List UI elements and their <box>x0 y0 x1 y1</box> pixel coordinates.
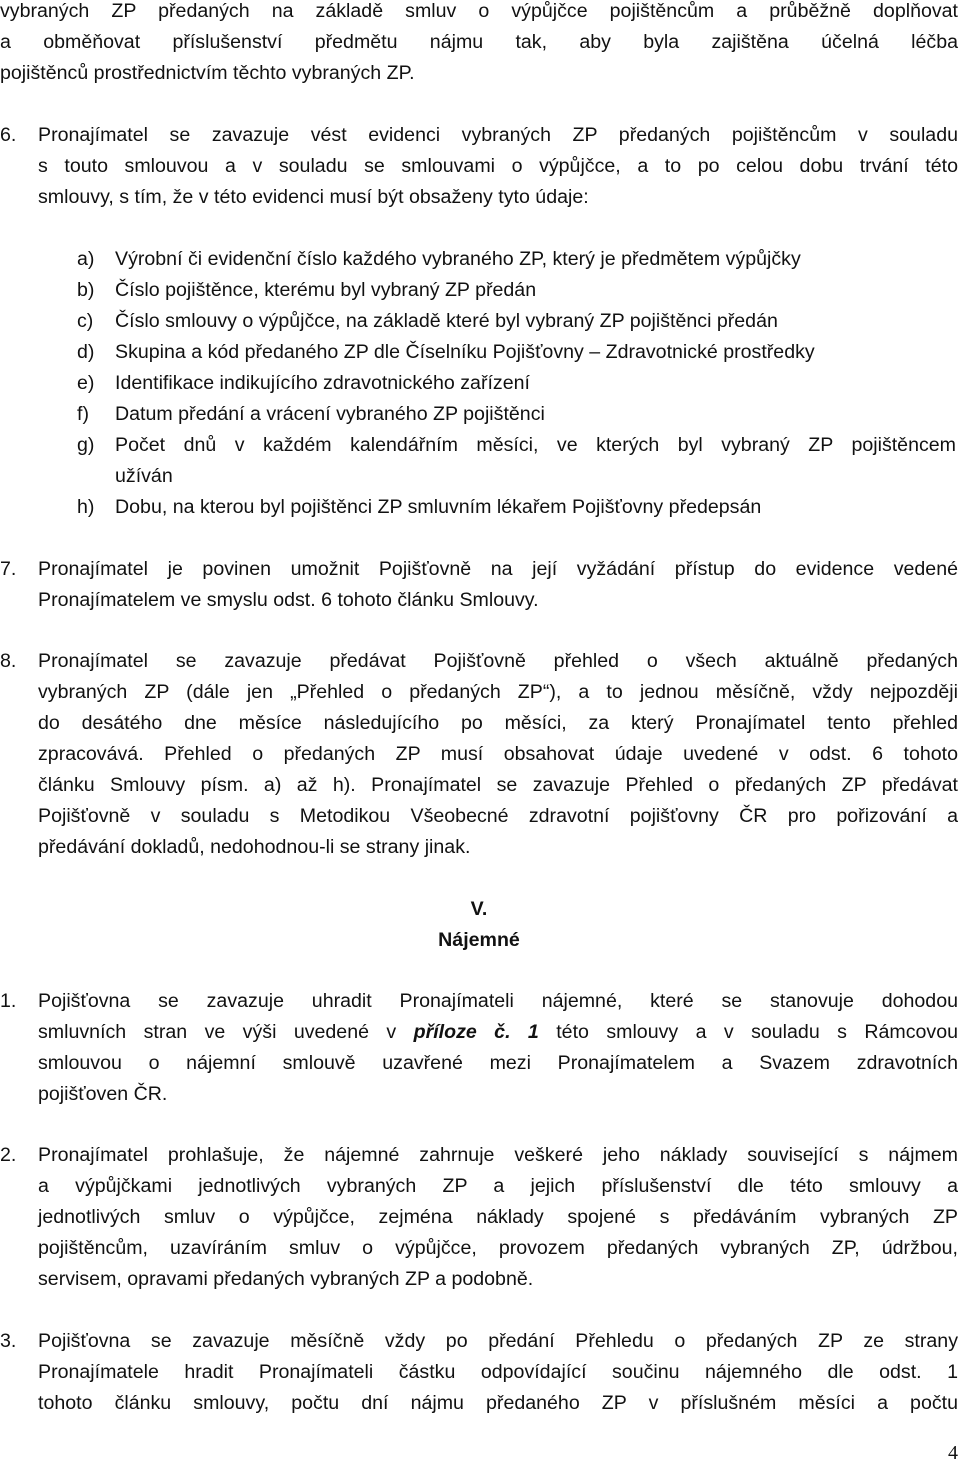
paragraph-8 <box>0 646 958 863</box>
text-line: předávání dokladů, nedohodnou-li se strany jinak. <box>38 836 471 858</box>
paragraph-number: 2. <box>0 1144 17 1166</box>
paragraph-number: 1. <box>0 990 17 1012</box>
paragraph-number: 6. <box>0 124 17 146</box>
paragraph-continuation <box>0 0 958 89</box>
section-number: V. <box>470 898 488 920</box>
text-line: Pojišťovna se zavazuje uhradit Pronajímateli nájemné, které se stanovuje dohodou <box>38 990 958 1012</box>
text-line: vybraných ZP předaných na základě smluv o výpůjčce pojištěncům a průběžně doplňovat <box>0 0 958 22</box>
list-text: Číslo smlouvy o výpůjčce, na základě které byl vybraný ZP pojištěnci předán <box>115 310 778 332</box>
page-number: 4 <box>948 1442 958 1464</box>
text-line: smlouvy, s tím, že v této evidenci musí být obsaženy tyto údaje: <box>38 186 589 208</box>
article-paragraph-2 <box>0 1140 958 1295</box>
text-line: pojištěnců prostřednictvím těchto vybraných ZP. <box>0 62 415 84</box>
text-line: a obměňovat příslušenství předmětu nájmu tak, aby byla zajištěna účelná léčba <box>0 31 958 53</box>
list-letter: e) <box>77 372 95 394</box>
section-title: Nájemné <box>438 929 520 951</box>
list-letter: f) <box>77 403 89 425</box>
list-text: Výrobní či evidenční číslo každého vybraného ZP, který je předmětem výpůjčky <box>115 248 801 270</box>
text-line: smlouvou o nájemní smlouvě uzavřené mezi Pronajímatelem a Svazem zdravotních <box>38 1052 958 1074</box>
list-text: Dobu, na kterou byl pojištěnci ZP smluvním lékařem Pojišťovny předepsán <box>115 496 762 518</box>
list-letter: a) <box>77 248 95 270</box>
list-text: Číslo pojištěnce, kterému byl vybraný ZP předán <box>115 279 537 301</box>
text-line: jednotlivých smluv o výpůjčce, zejména náklady spojené s předáváním vybraných ZP <box>38 1206 958 1228</box>
list-text: Datum předání a vrácení vybraného ZP pojištěnci <box>115 403 545 425</box>
text-line: s touto smlouvou a v souladu se smlouvami o výpůjčce, a to po celou dobu trvání této <box>38 155 958 177</box>
text-line: smluvních stran ve výši uvedené v příloze č. 1 této smlouvy a v souladu s Rámcovou <box>38 1021 958 1043</box>
text-line: a výpůjčkami jednotlivých vybraných ZP a jejich příslušenství dle této smlouvy a <box>38 1175 958 1197</box>
text-line: do desátého dne měsíce následujícího po měsíci, za který Pronajímatel tento přehled <box>38 712 958 734</box>
paragraph-7 <box>0 554 958 616</box>
list-letter: b) <box>77 279 95 301</box>
list-letter: d) <box>77 341 95 363</box>
text-line: Pronajímatele hradit Pronajímateli částku odpovídající součinu nájemného dle odst. 1 <box>38 1361 958 1383</box>
article-paragraph-3 <box>0 1326 958 1419</box>
text-line: tohoto článku smlouvy, počtu dní nájmu předaného ZP v příslušném měsíci a počtu <box>38 1392 958 1414</box>
text-line: Pronajímatel je povinen umožnit Pojišťovně na její vyžádání přístup do evidence vedené <box>38 558 958 580</box>
text-line: Pronajímatelem ve smyslu odst. 6 tohoto článku Smlouvy. <box>38 589 539 611</box>
paragraph-number: 7. <box>0 558 17 580</box>
article-paragraph-1 <box>0 986 958 1110</box>
text-line: Pronajímatel prohlašuje, že nájemné zahrnuje veškeré jeho náklady související s nájmem <box>38 1144 958 1166</box>
text-line: vybraných ZP (dále jen „Přehled o předaných ZP“), a to jednou měsíčně, vždy nejpozději <box>38 681 958 703</box>
text-line: servisem, opravami předaných vybraných ZP a podobně. <box>38 1268 534 1290</box>
list-letter: g) <box>77 434 95 456</box>
list-text: Počet dnů v každém kalendářním měsíci, ve kterých byl vybraný ZP pojištěncem <box>115 434 956 456</box>
text-line: Pojišťovně v souladu s Metodikou Všeobecné zdravotní pojišťovny ČR pro pořizování a <box>38 805 958 827</box>
text-line: Pronajímatel se zavazuje předávat Pojišťovně přehled o všech aktuálně předaných <box>38 650 958 672</box>
paragraph-number: 3. <box>0 1330 17 1352</box>
text-line: pojišťoven ČR. <box>38 1083 168 1105</box>
text-line: pojištěncům, uzavíráním smluv o výpůjčce, provozem předaných vybraných ZP, údržbou, <box>38 1237 958 1259</box>
list-letter: h) <box>77 496 95 518</box>
list-letter: c) <box>77 310 94 332</box>
text-line: zpracovává. Přehled o předaných ZP musí obsahovat údaje uvedené v odst. 6 tohoto <box>38 743 958 765</box>
text-line: Pojišťovna se zavazuje měsíčně vždy po předání Přehledu o předaných ZP ze strany <box>38 1330 958 1352</box>
list-text: Identifikace indikujícího zdravotnického zařízení <box>115 372 530 394</box>
list-text: užíván <box>115 465 173 487</box>
text-line: Pronajímatel se zavazuje vést evidenci vybraných ZP předaných pojištěncům v souladu <box>38 124 958 146</box>
text-line: článku Smlouvy písm. a) až h). Pronajímatel se zavazuje Přehled o předaných ZP předávat <box>38 774 958 796</box>
list-text: Skupina a kód předaného ZP dle Číselníku Pojišťovny – Zdravotnické prostředky <box>115 341 815 363</box>
paragraph-6 <box>0 120 958 213</box>
annex-reference: příloze č. 1 <box>413 1021 539 1043</box>
paragraph-number: 8. <box>0 650 17 672</box>
